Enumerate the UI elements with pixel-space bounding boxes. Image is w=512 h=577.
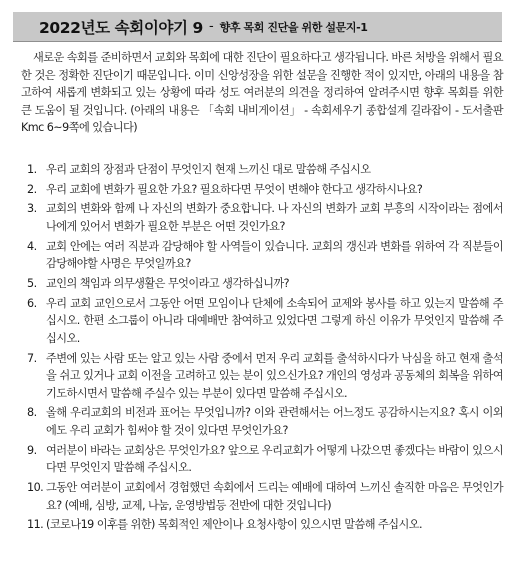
question-number: 5.: [27, 276, 37, 290]
question-text: 올해 우리교회의 비전과 표어는 무엇입니까? 이와 관련해서는 어느정도 공감하시는지요? 혹시 이외에도 우리 교회가 힘써야 할 것이 있다면 무엇인가요?: [46, 406, 503, 437]
intro-paragraph: 새로운 속회를 준비하면서 교회와 목회에 대한 진단이 필요하다고 생각됩니다. 바른 처방을 위해서 필요한 것은 정확한 진단이기 때문입니다. 이미 신앙성장을 위한 설문을 진행한 적이 있지만, 아래의 내용을 참고하여 새롭게 변화되고 있는 상황에 따라 성도 여러분의 의견을 정리하여 알려주시면 향후 목회를 위한 큰 도움이 될 것입니다. (아래의 내용은 「속회 내비게이션」 - 속회세우기 종합설계 길라잡이 - 도서출판 Kmc 6~9쪽에 있습니다): [21, 51, 503, 135]
question-text: 우리 교회의 장점과 단점이 무엇인지 현재 느끼신 대로 말씀해 주십시오: [46, 163, 371, 176]
question-list: [27, 161, 503, 536]
question-item: [27, 404, 503, 439]
question-text: 교인의 책임과 의무생활은 무엇이라고 생각하십니까?: [46, 276, 290, 290]
question-item: [27, 350, 503, 403]
question-item: [27, 479, 503, 514]
question-number: 7.: [27, 351, 37, 365]
question-item: [27, 200, 503, 235]
question-number: 10.: [27, 480, 44, 494]
question-item: [27, 295, 503, 348]
question-text: 우리 교회 교인으로서 그동안 어떤 모임이나 단체에 소속되어 교제와 봉사를 하고 있는지 말씀해 주십시오. 한편 소그룹이 아니라 대예배만 참여하고 있었다면 그렇게 하신 이유가 무엇인지 말씀해 주십시오.: [46, 296, 503, 345]
question-number: 2.: [27, 182, 37, 196]
question-item: [27, 181, 503, 199]
page-title: 2022년도 속회이야기 9: [39, 18, 203, 37]
title-bar: [13, 12, 502, 42]
question-text: 여러분이 바라는 교회상은 무엇인가요? 앞으로 우리교회가 어떻게 나갔으면 좋겠다는 바람이 있으시다면 무엇인지 말씀해 주십시오.: [46, 443, 503, 475]
question-text: 우리 교회에 변화가 필요한 가요? 필요하다면 무엇이 변해야 한다고 생각하시나요?: [46, 182, 423, 196]
question-text: 교회의 변화와 함께 나 자신의 변화가 중요합니다. 나 자신의 변화가 교회 부흥의 시작이라는 점에서 나에게 있어서 변화가 필요한 부분은 어떤 것인가요?: [46, 202, 503, 233]
question-item: [27, 238, 503, 273]
question-number: 4.: [27, 239, 37, 253]
question-text: 교회 안에는 여러 직분과 감당해야 할 사역들이 있습니다. 교회의 갱신과 변화를 위하여 각 직분들이 감당해야할 사명은 무엇일까요?: [46, 239, 503, 271]
question-number: 8.: [27, 406, 37, 420]
title-separator: -: [208, 19, 214, 34]
question-number: 3.: [27, 202, 37, 216]
question-number: 9.: [27, 443, 37, 457]
question-text: 그동안 여러분이 교회에서 경험했던 속회에서 드리는 예배에 대하여 느끼신 솔직한 마음은 무엇인가요? (예배, 심방, 교제, 나눔, 운영방법등 전반에 대한 것입니다): [46, 480, 503, 512]
question-number: 11.: [27, 518, 44, 532]
question-number: 6.: [27, 296, 37, 310]
page-subtitle: 향후 목회 진단을 위한 설문지-1: [219, 20, 368, 34]
question-item: [27, 442, 503, 477]
question-number: 1.: [27, 163, 37, 176]
question-text: (코로나19 이후를 위한) 목회적인 제안이나 요청사항이 있으시면 말씀해 주십시오.: [46, 518, 423, 532]
question-item: [27, 275, 503, 293]
question-text: 주변에 있는 사람 또는 알고 있는 사람 중에서 먼저 우리 교회를 출석하시다가 낙심을 하고 현재 출석을 쉬고 있거나 교회 이전을 고려하고 있는 분이 있으신가요? 개인의 영성과 공동체의 회복을 위하여 기도하시면서 말씀해 주실수 있는 부분이 있다면 말씀해 주십시오.: [46, 351, 503, 400]
question-item: [27, 161, 503, 179]
question-item: [27, 516, 503, 534]
